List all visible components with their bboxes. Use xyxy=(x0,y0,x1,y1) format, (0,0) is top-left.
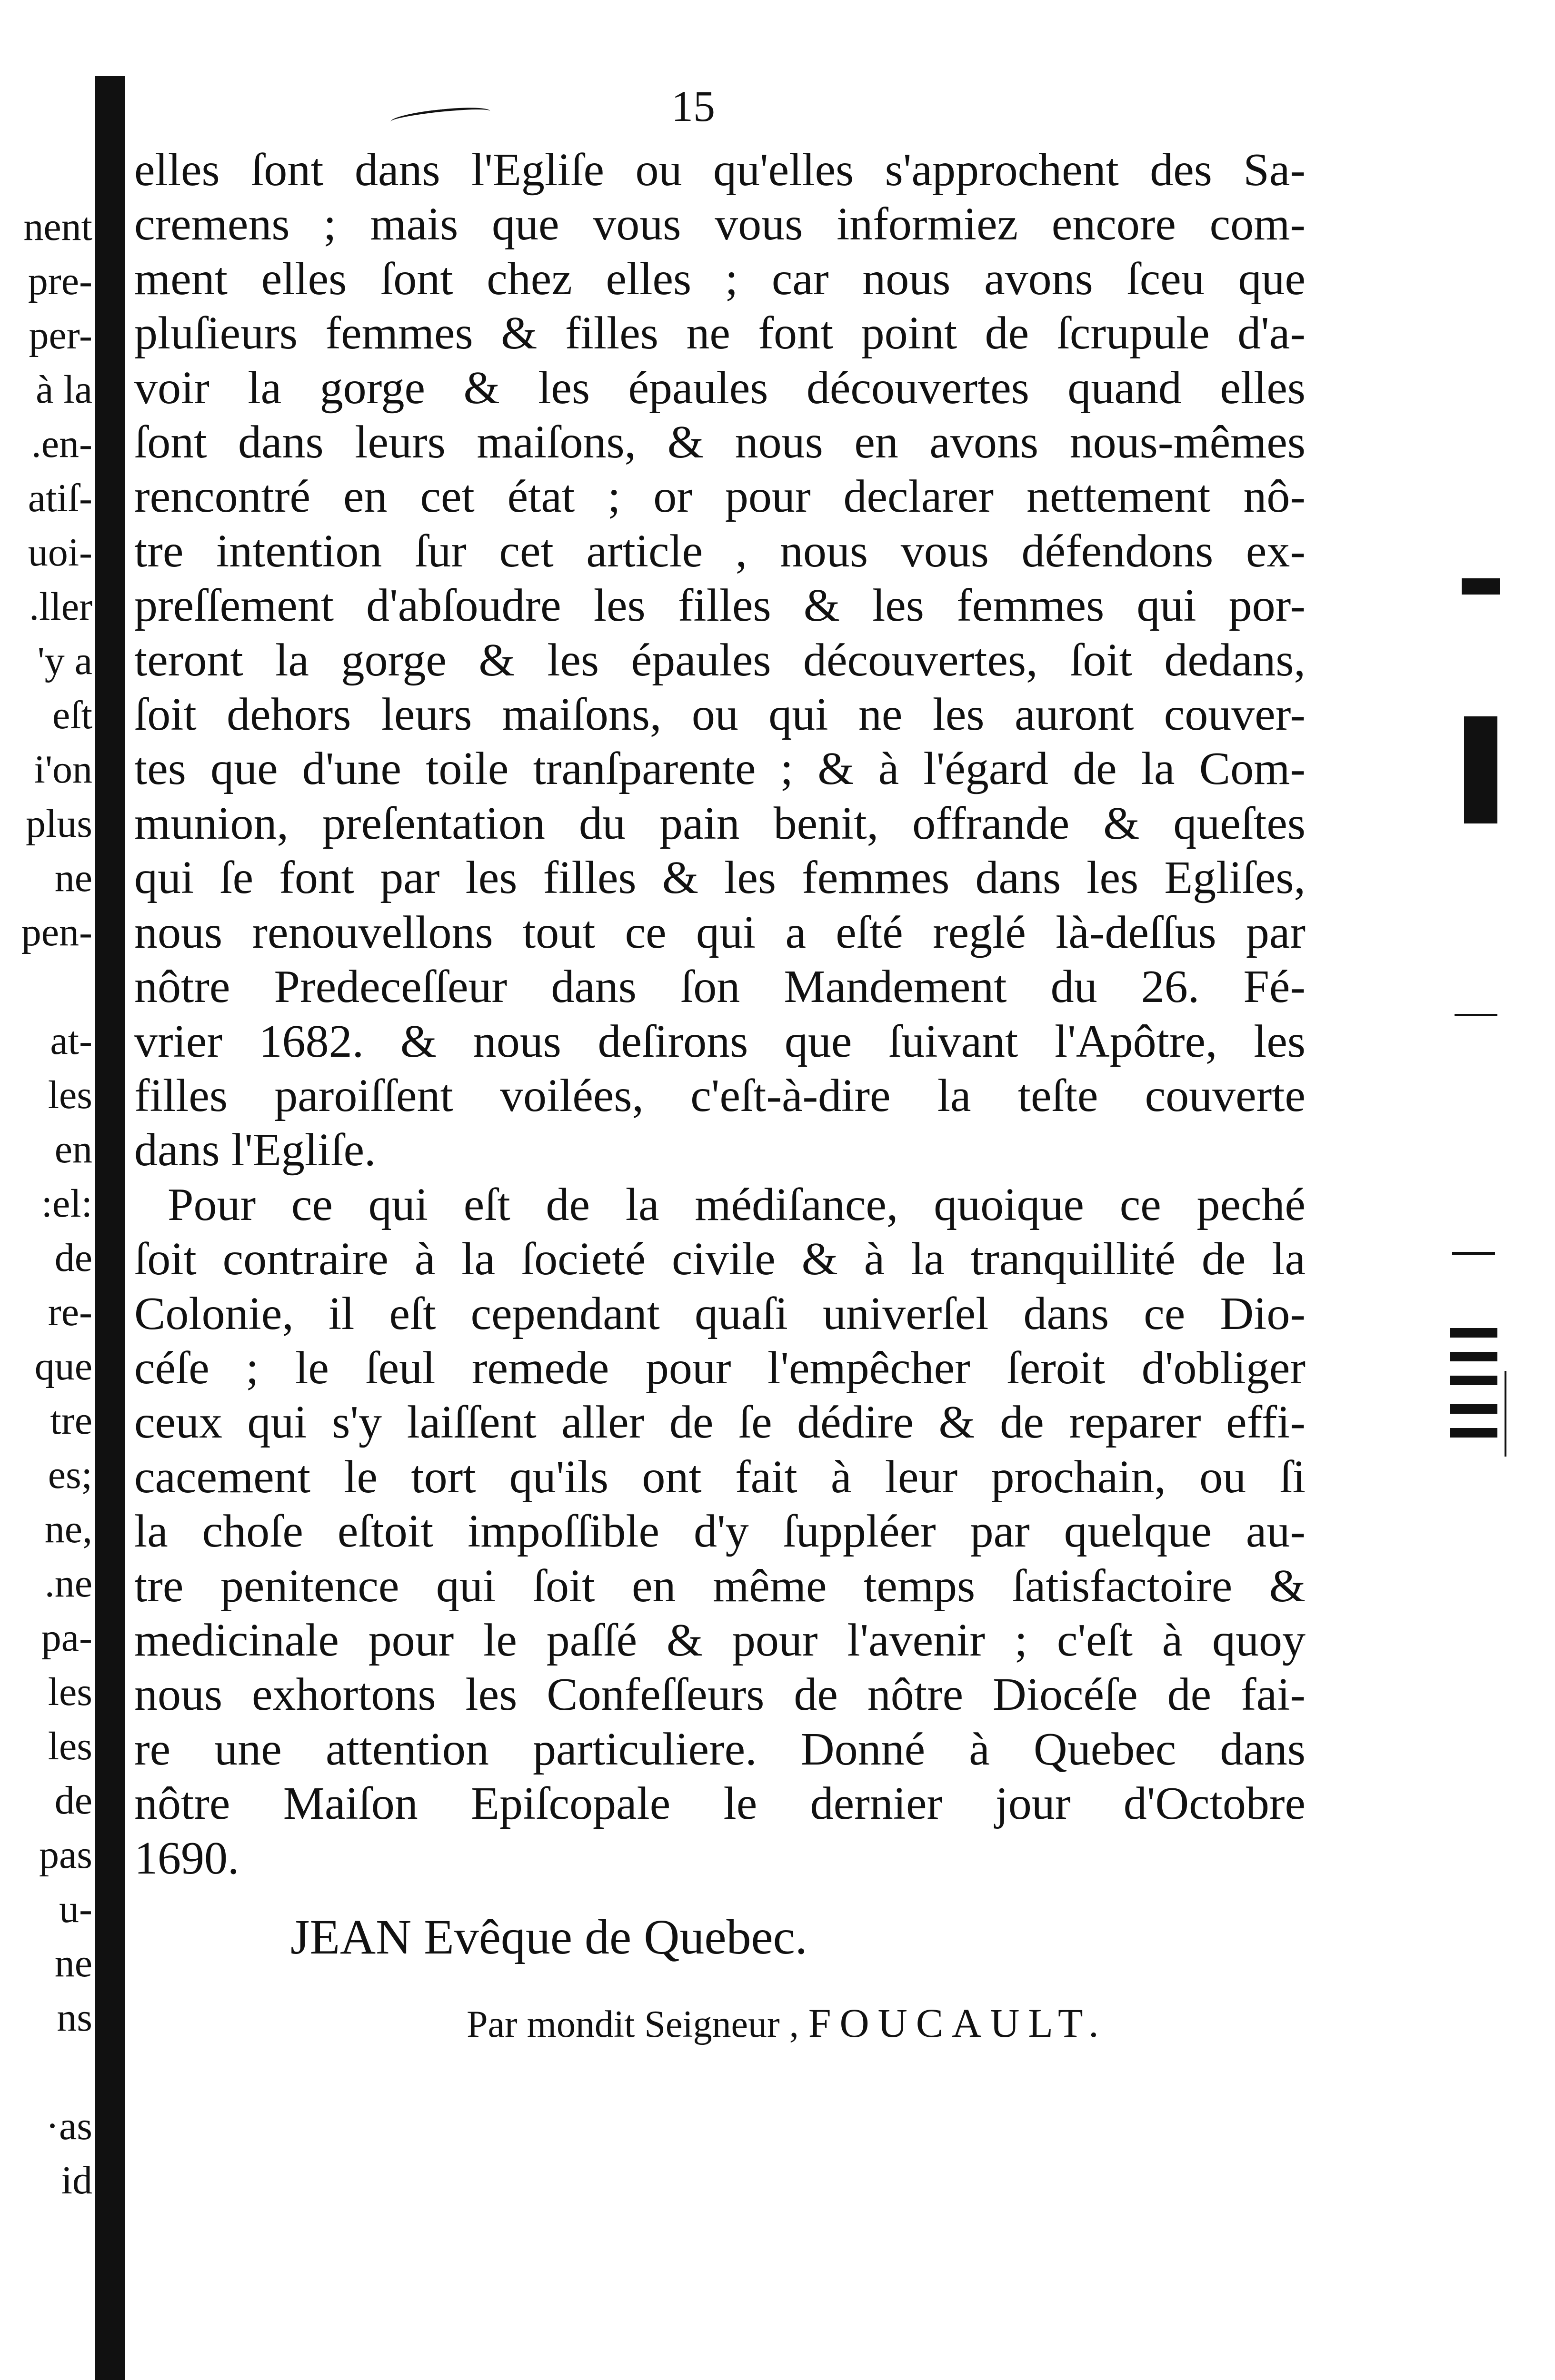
scan-mark xyxy=(1450,1352,1497,1361)
text-line: pluſieurs femmes & filles ne font point de ſcrupule d'a- xyxy=(134,307,1306,359)
facing-page-fragment: .ller xyxy=(29,585,92,629)
facing-page-fragment: pre- xyxy=(28,259,92,303)
facing-page-fragment: les xyxy=(48,1073,92,1117)
binding-gutter xyxy=(95,76,125,2380)
text-line: ſont dans leurs maiſons, & nous en avons nous-mêmes xyxy=(134,416,1306,468)
text-line: medicinale pour le paſſé & pour l'avenir ; c'eſt à quoy xyxy=(134,1614,1306,1666)
scan-mark xyxy=(1464,716,1497,823)
text-line: tre penitence qui ſoit en même temps ſatisfactoire & xyxy=(134,1560,1306,1612)
text-line: elles ſont dans l'Egliſe ou qu'elles s'approchent des Sa- xyxy=(134,144,1306,196)
facing-page-fragment: les xyxy=(48,1724,92,1768)
body-text xyxy=(134,143,1306,1885)
scan-mark xyxy=(1450,1404,1497,1414)
facing-page-fragment: les xyxy=(48,1670,92,1714)
text-line: la choſe eſtoit impoſſible d'y ſuppléer par quelque au- xyxy=(134,1506,1306,1557)
attestation-prefix: Par mondit Seigneur , xyxy=(467,2003,799,2045)
facing-page-fragment: .ne xyxy=(44,1561,92,1606)
text-line: dans l'Egliſe. xyxy=(134,1124,376,1176)
facing-page-text xyxy=(0,200,95,2208)
facing-page-fragment: es; xyxy=(48,1453,92,1497)
facing-page-fragment: :el: xyxy=(41,1181,92,1226)
facing-page-fragment: ns xyxy=(57,1995,92,2040)
scan-mark xyxy=(1505,1371,1506,1457)
scan-mark xyxy=(1462,578,1500,595)
scan-mark xyxy=(1455,1014,1497,1016)
facing-page-fragment: id xyxy=(61,2158,92,2202)
text-line: teront la gorge & les épaules découvertes, ſoit dedans, xyxy=(134,634,1306,686)
text-line: munion, preſentation du pain benit, offrande & queſtes xyxy=(134,797,1306,849)
text-line: rencontré en cet état ; or pour declarer nettement nô- xyxy=(134,471,1306,523)
text-line: Colonie, il eſt cependant quaſi univerſel dans ce Dio- xyxy=(134,1288,1306,1339)
text-line: nôtre Maiſon Epiſcopale le dernier jour d'Octobre xyxy=(134,1778,1306,1830)
facing-page-fragment xyxy=(0,2045,95,2099)
facing-page-fragment: ne, xyxy=(44,1507,92,1551)
facing-page-fragment: pen- xyxy=(21,910,92,954)
text-line: cacement le tort qu'ils ont fait à leur prochain, ou ſi xyxy=(134,1451,1306,1503)
facing-page-fragment: 'y a xyxy=(37,639,92,683)
facing-page-fragment: per- xyxy=(29,313,92,357)
scan-mark xyxy=(1452,1252,1495,1255)
attestation-line xyxy=(467,1999,1107,2047)
text-line: nôtre Predeceſſeur dans ſon Mandement du 26. Fé- xyxy=(134,961,1306,1013)
facing-page-fragment: pa- xyxy=(41,1616,92,1660)
text-line: vrier 1682. & nous deſirons que ſuivant l'Apôtre, les xyxy=(134,1015,1306,1067)
facing-page-fragment: ·as xyxy=(46,2104,92,2148)
facing-page-fragment: eſt xyxy=(52,693,92,737)
facing-page-fragment: plus xyxy=(25,802,92,846)
facing-page-fragment: at- xyxy=(50,1019,92,1063)
facing-page-fragment: pas xyxy=(39,1833,92,1877)
text-line: cremens ; mais que vous vous informiez encore com- xyxy=(134,198,1306,250)
facing-page-fragment: .en- xyxy=(31,422,92,466)
text-line: tre intention ſur cet article , nous vous défendons ex- xyxy=(134,525,1306,577)
text-line: ment elles ſont chez elles ; car nous avons ſceu que xyxy=(134,253,1306,305)
ink-stroke-mark xyxy=(390,104,491,129)
facing-page-fragment: ne xyxy=(54,856,92,900)
facing-page-fragment: re- xyxy=(48,1290,92,1334)
scan-mark xyxy=(1450,1376,1497,1385)
facing-page-fragment: u- xyxy=(59,1887,92,1931)
facing-page-fragment: à la xyxy=(36,367,92,412)
facing-page-fragment: en xyxy=(54,1127,92,1171)
text-line: 1690. xyxy=(134,1832,239,1884)
text-line: céſe ; le ſeul remede pour l'empêcher ſeroit d'obliger xyxy=(134,1342,1306,1394)
text-line: ſoit contraire à la ſocieté civile & à la tranquillité de la xyxy=(134,1233,1306,1285)
text-line: re une attention particuliere. Donné à Quebec dans xyxy=(134,1723,1306,1775)
text-line: ceux qui s'y laiſſent aller de ſe dédire & de reparer effi- xyxy=(134,1397,1306,1448)
attestation-name: FOUCAULT. xyxy=(808,2000,1107,2046)
facing-page-fragment: atiſ- xyxy=(28,476,92,520)
facing-page-fragment: de xyxy=(54,1778,92,1823)
text-line: qui ſe font par les filles & les femmes dans les Egliſes, xyxy=(134,852,1306,904)
text-line: nous exhortons les Confeſſeurs de nôtre Diocéſe de fai- xyxy=(134,1669,1306,1721)
facing-page-fragment: de xyxy=(54,1236,92,1280)
facing-page-fragment: tre xyxy=(50,1398,92,1443)
text-line: Pour ce qui eſt de la médiſance, quoique ce peché xyxy=(168,1179,1306,1230)
text-line: preſſement d'abſoudre les filles & les femmes qui por- xyxy=(134,580,1306,632)
facing-page-fragment xyxy=(0,960,95,1014)
facing-page-fragment: i'on xyxy=(34,747,92,792)
page-number: 15 xyxy=(671,82,715,130)
scan-mark xyxy=(1450,1428,1497,1438)
text-line: ſoit dehors leurs maiſons, ou qui ne les auront couver- xyxy=(134,689,1306,741)
signature-line: JEAN Evêque de Quebec. xyxy=(290,1910,807,1964)
text-line: voir la gorge & les épaules découvertes quand elles xyxy=(134,362,1306,414)
facing-page-fragment: que xyxy=(34,1344,92,1388)
facing-page-fragment: nent xyxy=(23,205,92,249)
scan-mark xyxy=(1450,1328,1497,1338)
text-line: filles paroiſſent voilées, c'eſt-à-dire la teſte couverte xyxy=(134,1070,1306,1121)
facing-page-fragment: uoi- xyxy=(28,530,92,575)
text-line: tes que d'une toile tranſparente ; & à l'égard de la Com- xyxy=(134,743,1306,795)
text-line: nous renouvellons tout ce qui a eſté reglé là-deſſus par xyxy=(134,906,1306,958)
facing-page-fragment: ne xyxy=(54,1941,92,1985)
